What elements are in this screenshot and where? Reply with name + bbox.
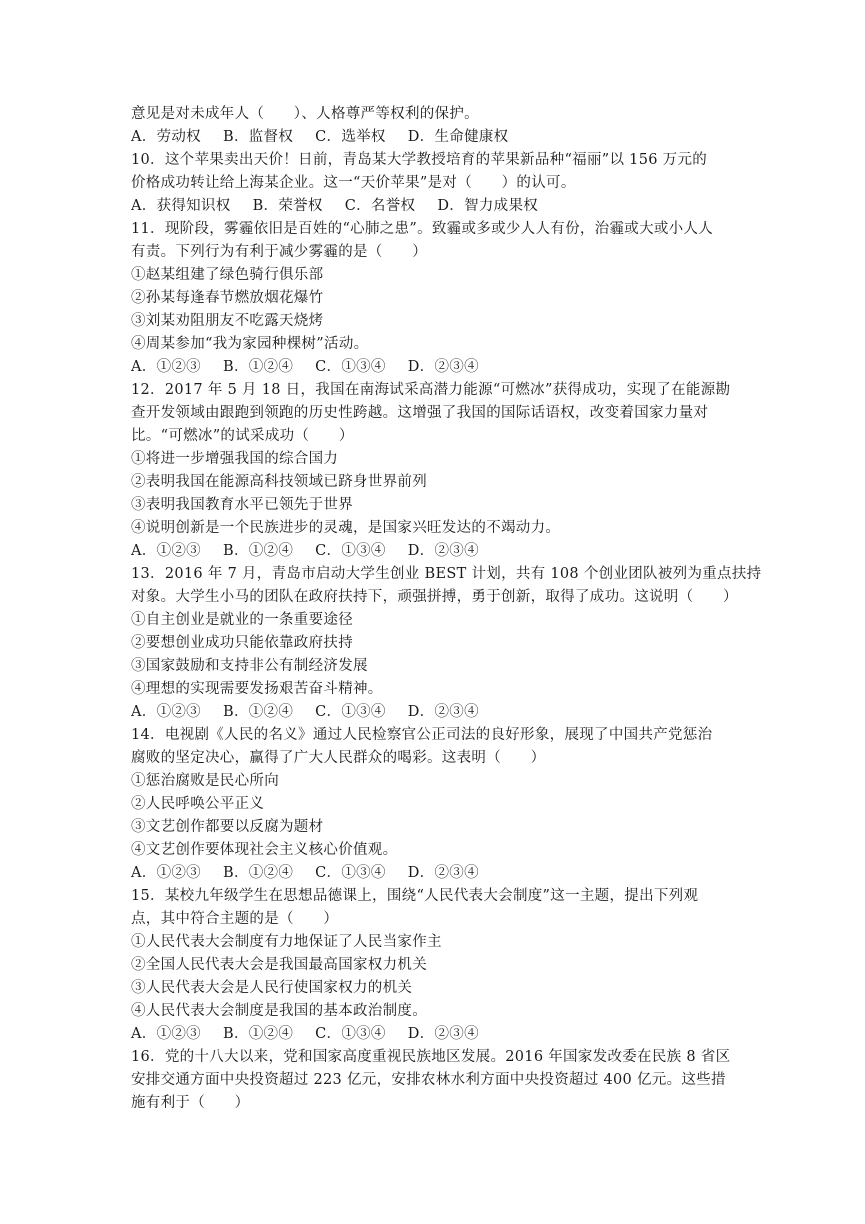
text-line: 意见是对未成年人（ ）、人格尊严等权利的保护。 bbox=[131, 106, 479, 122]
text-line: ①将进一步增强我国的综合国力 bbox=[131, 451, 339, 467]
answer-option: D．②③④ bbox=[407, 1026, 479, 1042]
answer-options-row bbox=[131, 540, 741, 563]
text-line: 11．现阶段，雾霾依旧是百姓的“心肺之患”。致霾或多或少人人有份，治霾或大或小人人 bbox=[131, 221, 714, 237]
text-line: ③文艺创作都要以反腐为题材 bbox=[131, 819, 324, 835]
answer-option: C．①③④ bbox=[315, 1026, 386, 1042]
text-line: 16．党的十八大以来，党和国家高度重视民族地区发展。2016 年国家发改委在民族 8 省区 bbox=[131, 1049, 731, 1065]
answer-option: A．①②③ bbox=[131, 704, 201, 720]
answer-option: A．①②③ bbox=[131, 543, 201, 559]
text-line: ①惩治腐败是民心所向 bbox=[131, 773, 279, 789]
answer-option: B．①②④ bbox=[222, 704, 294, 720]
text-line: ④理想的实现需要发扬艰苦奋斗精神。 bbox=[131, 681, 383, 697]
answer-option: D．智力成果权 bbox=[437, 198, 539, 214]
text-line: 15．某校九年级学生在思想品德课上，围绕“人民代表大会制度”这一主题，提出下列观 bbox=[131, 888, 699, 904]
answer-option: D．②③④ bbox=[407, 865, 479, 881]
answer-option: C．①③④ bbox=[315, 543, 386, 559]
text-line: 14．电视剧《人民的名义》通过人民检察官公正司法的良好形象，展现了中国共产党惩治 bbox=[131, 727, 713, 743]
answer-option: D．②③④ bbox=[407, 543, 479, 559]
text-line: 13．2016 年 7 月，青岛市启动大学生创业 BEST 计划，共有 108 个创业团队被列为重点扶持 bbox=[131, 566, 762, 582]
text-line: 对象。大学生小马的团队在政府扶持下，顽强拼搏，勇于创新，取得了成功。这说明（ ） bbox=[131, 589, 738, 605]
text-line: 有责。下列行为有利于减少雾霾的是（ ） bbox=[131, 244, 427, 260]
text-line: ④文艺创作要体现社会主义核心价值观。 bbox=[131, 842, 398, 858]
text-line: ①自主创业是就业的一条重要途径 bbox=[131, 612, 353, 628]
answer-options-row bbox=[131, 195, 741, 218]
text-line: ②表明我国在能源高科技领域已跻身世界前列 bbox=[131, 474, 427, 490]
text-line: ②孙某每逢春节燃放烟花爆竹 bbox=[131, 290, 324, 306]
answer-option: C．①③④ bbox=[315, 865, 386, 881]
answer-option: B．①②④ bbox=[222, 1026, 294, 1042]
answer-options-row bbox=[131, 1023, 741, 1046]
answer-option: A．获得知识权 bbox=[131, 198, 231, 214]
text-line: ①赵某组建了绿色骑行俱乐部 bbox=[131, 267, 324, 283]
text-line: 点，其中符合主题的是（ ） bbox=[131, 911, 339, 927]
answer-option: C．①③④ bbox=[315, 359, 386, 375]
text-line: ①人民代表大会制度有力地保证了人民当家作主 bbox=[131, 934, 442, 950]
text-line: 价格成功转让给上海某企业。这一“天价苹果”是对（ ）的认可。 bbox=[131, 175, 576, 191]
answer-options-row bbox=[131, 701, 741, 724]
text-line: 比。“可燃冰”的试采成功（ ） bbox=[131, 428, 354, 444]
answer-option: B．①②④ bbox=[222, 865, 294, 881]
answer-options-row bbox=[131, 356, 741, 379]
text-line: 施有利于（ ） bbox=[131, 1095, 250, 1111]
text-line: ②人民呼唤公平正义 bbox=[131, 796, 265, 812]
answer-option: A．①②③ bbox=[131, 1026, 201, 1042]
answer-option: D．②③④ bbox=[407, 359, 479, 375]
answer-option: B．①②④ bbox=[222, 359, 294, 375]
answer-option: A．①②③ bbox=[131, 359, 201, 375]
answer-options-row bbox=[131, 126, 741, 149]
text-line: 安排交通方面中央投资超过 223 亿元，安排农林水利方面中央投资超过 400 亿元。这些措 bbox=[131, 1072, 726, 1088]
answer-option: B．①②④ bbox=[222, 543, 294, 559]
answer-option: D．②③④ bbox=[407, 704, 479, 720]
answer-option: B．荣誉权 bbox=[252, 198, 323, 214]
text-line: 查开发领域由跟跑到领跑的历史性跨越。这增强了我国的国际话语权，改变着国家力量对 bbox=[131, 405, 709, 421]
text-line: ③人民代表大会是人民行使国家权力的机关 bbox=[131, 980, 413, 996]
text-line: 10．这个苹果卖出天价！日前，青岛某大学教授培育的苹果新品种“福丽”以 156 万元的 bbox=[131, 152, 708, 168]
text-line: ④说明创新是一个民族进步的灵魂，是国家兴旺发达的不竭动力。 bbox=[131, 520, 561, 536]
answer-option: B．监督权 bbox=[222, 129, 294, 145]
answer-option: C．名誉权 bbox=[344, 198, 416, 214]
answer-option: D．生命健康权 bbox=[407, 129, 509, 145]
text-line: ③表明我国教育水平已领先于世界 bbox=[131, 497, 353, 513]
text-line: ③国家鼓励和支持非公有制经济发展 bbox=[131, 658, 368, 674]
answer-option: A．①②③ bbox=[131, 865, 201, 881]
answer-option: A．劳动权 bbox=[131, 129, 201, 145]
text-line: ④人民代表大会制度是我国的基本政治制度。 bbox=[131, 1003, 427, 1019]
answer-option: C．①③④ bbox=[315, 704, 386, 720]
text-line: ③刘某劝阻朋友不吃露天烧烤 bbox=[131, 313, 324, 329]
text-line: ④周某参加“我为家园种棵树”活动。 bbox=[131, 336, 369, 352]
answer-options-row bbox=[131, 862, 741, 885]
text-line: ②全国人民代表大会是我国最高国家权力机关 bbox=[131, 957, 427, 973]
answer-option: C．选举权 bbox=[315, 129, 386, 145]
text-line: 12．2017 年 5 月 18 日，我国在南海试采高潜力能源“可燃冰”获得成功，实现了在能源勘 bbox=[131, 382, 731, 398]
text-line: ②要想创业成功只能依靠政府扶持 bbox=[131, 635, 353, 651]
question-text-block bbox=[131, 103, 762, 1115]
text-line: 腐败的坚定决心，赢得了广大人民群众的喝彩。这表明（ ） bbox=[131, 750, 546, 766]
